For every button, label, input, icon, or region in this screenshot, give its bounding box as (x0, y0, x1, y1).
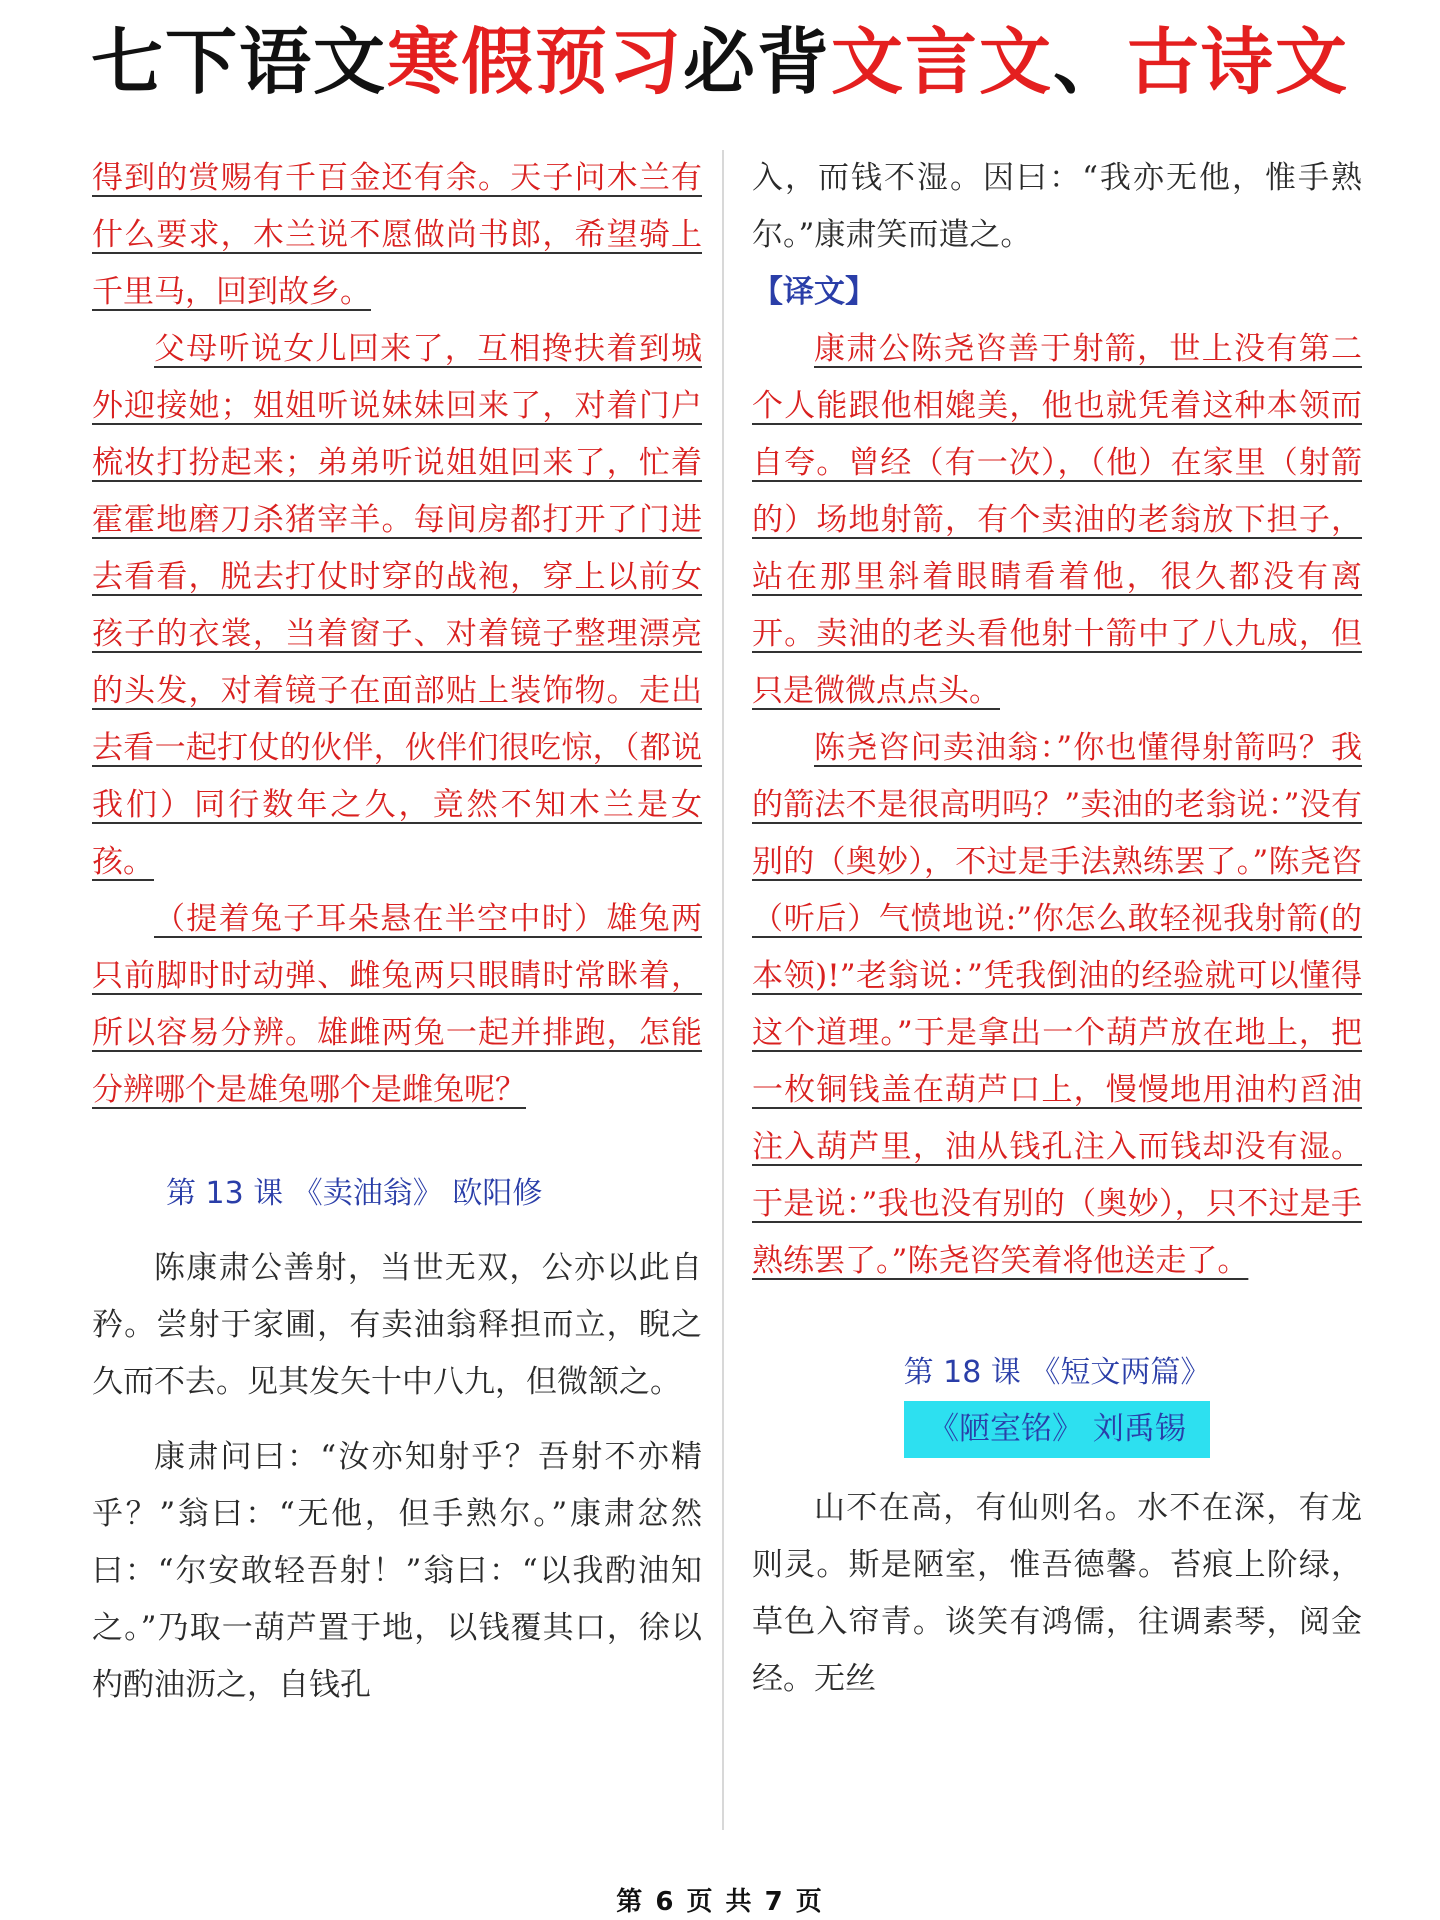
title-part-6: 古诗文 (1127, 20, 1350, 104)
maiyouweng-translation-1 (752, 321, 1362, 720)
mulan-translation-paragraph-2 (92, 321, 702, 891)
mulan-translation-paragraph-3-text: （提着兔子耳朵悬在半空中时）雄兔两只前脚时时动弹、雌兔两只眼睛时常眯着，所以容易分辨。雄雌两兔一起并排跑，怎能分辨哪个是雄兔哪个是雌兔呢？ (92, 901, 702, 1108)
title-part-5: 、 (1053, 20, 1128, 104)
maiyouweng-original-2: 康肃问曰：“汝亦知射乎？吾射不亦精乎？”翁曰：“无他，但手熟尔。”康肃忿然曰：“尔安敢轻吾射！”翁曰：“以我酌油知之。”乃取一葫芦置于地，以钱覆其口，徐以杓酌油沥之，自钱孔 (92, 1439, 702, 1703)
title-part-1: 七下语文 (90, 20, 387, 104)
translation-tag: 【译文】 (752, 274, 876, 310)
title-part-4: 文言文 (831, 20, 1054, 104)
loushiming-original (752, 1480, 1362, 1708)
page-number: 第 6 页 共 7 页 (616, 1887, 824, 1917)
lesson-18-heading: 第 18 课 《短文两篇》 (903, 1355, 1211, 1390)
title-part-2: 寒假预习 (386, 20, 683, 104)
page-title (0, 18, 1440, 106)
maiyouweng-translation-1-text: 康肃公陈尧咨善于射箭，世上没有第二个人能跟他相媲美，他也就凭着这种本领而自夸。曾经（有一次），（他）在家里（射箭的）场地射箭，有个卖油的老翁放下担子，站在那里斜着眼睛看着他，很久都没有离开。卖油的老头看他射十箭中了八九成，但只是微微点点头。 (752, 331, 1362, 709)
loushiming-original-text: 山不在高，有仙则名。水不在深，有龙则灵。斯是陋室，惟吾德馨。苔痕上阶绿，草色入帘青。谈笑有鸿儒，往 (752, 1490, 1362, 1640)
mulan-translation-end-text: 得到的赏赐有千百金还有余。天子问木兰有什么要求，木兰说不愿做尚书郎，希望骑上千里马，回到故乡。 (92, 160, 702, 310)
column-divider (722, 150, 724, 1830)
title-part-3: 必背 (682, 20, 831, 104)
lesson-13-heading: 第 13 课 《卖油翁》 欧阳修 (166, 1176, 543, 1211)
loushiming-original-tail: 调素琴，阅金经。无丝 (752, 1604, 1363, 1697)
left-column (92, 150, 702, 1714)
loushiming-heading-row (752, 1401, 1362, 1458)
mulan-translation-end (92, 150, 702, 321)
loushiming-heading: 《陋室铭》 刘禹锡 (904, 1401, 1210, 1458)
mulan-translation-paragraph-2-text: 父母听说女儿回来了，互相搀扶着到城外迎接她；姐姐听说妹妹回来了，对着门户梳妆打扮起来；弟弟听说姐姐回来了，忙着霍霍地磨刀杀猪宰羊。每间房都打开了门进去看看，脱去打仗时穿的战袍，穿上以前女孩子的衣裳，当着窗子、对着镜子整理漂亮的头发，对着镜子在面部贴上装饰物。走出去看一起打仗的伙伴，伙伴们很吃惊，（都说我们）同行数年之久，竟然不知木兰是女孩。 (92, 331, 702, 880)
maiyouweng-translation-2-text: 陈尧咨问卖油翁：”你也懂得射箭吗？我的箭法不是很高明吗？”卖油的老翁说：”没有别的（奥妙），不过是手法熟练罢了。”陈尧咨（听后）气愤地说:”你怎么敢轻视我射箭(的本领)!”老翁说：”凭我倒油的经验就可以懂得这个道理。”于是拿出一个葫芦放在地上，把一枚铜钱盖在葫芦口上，慢慢地用油杓舀油注入葫芦里，油从钱孔注入而钱却没有湿。于是说：”我也没有别的（奥妙），只不过是手熟练罢了。”陈尧咨笑着将他送走了。 (752, 730, 1362, 1279)
maiyouweng-translation-2 (752, 720, 1362, 1290)
maiyouweng-original-end: 入，而钱不湿。因曰：“我亦无他，惟手熟尔。”康肃笑而遣之。 (752, 160, 1362, 253)
maiyouweng-original-1: 陈康肃公善射，当世无双，公亦以此自矜。尝射于家圃，有卖油翁释担而立，睨之久而不去。见其发矢十中八九，但微颔之。 (92, 1250, 702, 1400)
mulan-translation-paragraph-3 (92, 891, 702, 1119)
right-column (752, 150, 1362, 1708)
